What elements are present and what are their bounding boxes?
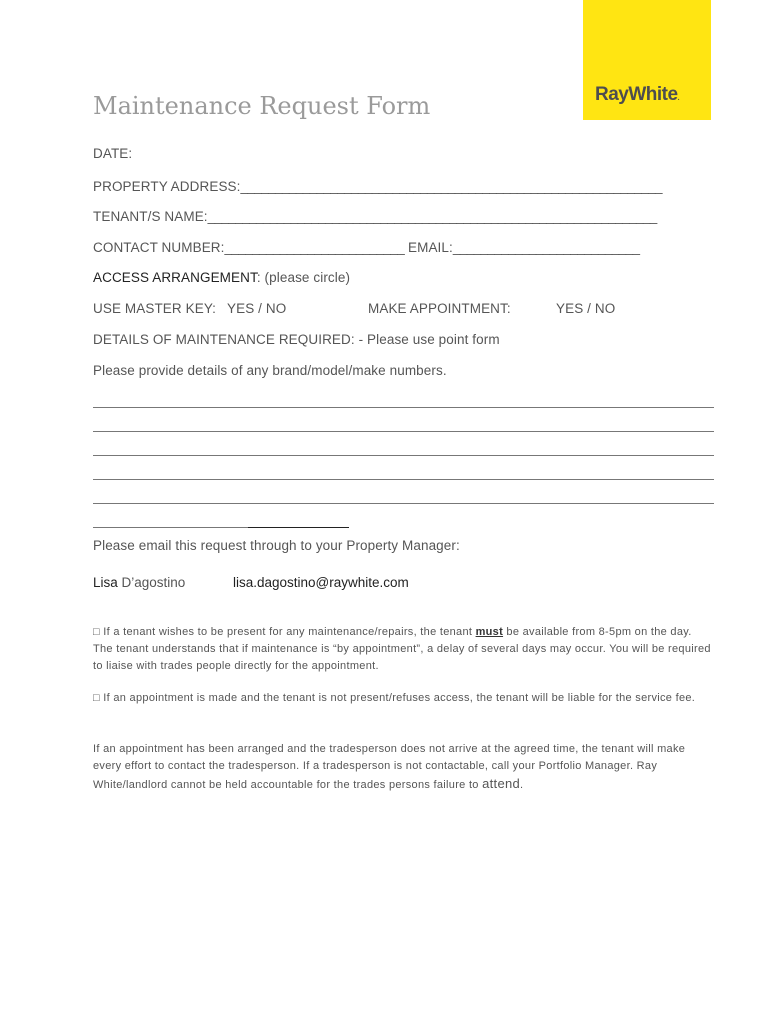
ray-white-logo xyxy=(595,84,679,106)
tenant-name-blank: _________________________________________________________________ xyxy=(207,209,657,224)
property-address-field[interactable] xyxy=(93,179,662,194)
contact-last-name: D’agostino xyxy=(117,575,186,590)
make-appointment-label: MAKE APPOINTMENT: xyxy=(368,301,511,316)
ray-white-logo-block xyxy=(583,0,711,120)
note-service-fee: □ If an appointment is made and the tenant is not present/refuses access, the tenant will be liable for the service fee. xyxy=(93,692,696,704)
access-arrangement-note: : (please circle) xyxy=(256,270,351,285)
details-write-line-1[interactable] xyxy=(93,407,714,408)
details-write-line-6-dark xyxy=(248,527,349,528)
date-field[interactable] xyxy=(93,146,132,161)
contact-number-field[interactable] xyxy=(93,240,404,255)
note-tradesperson xyxy=(93,741,713,794)
tenant-name-label: TENANT/S NAME: xyxy=(93,209,208,224)
tenant-name-field[interactable] xyxy=(93,209,657,224)
contact-name xyxy=(93,575,185,590)
email-blank: ___________________________ xyxy=(452,240,640,255)
details-heading: DETAILS OF MAINTENANCE REQUIRED: - Please use point form xyxy=(93,332,500,347)
property-address-label: PROPERTY ADDRESS: xyxy=(93,179,241,194)
logo-text: RayWhite xyxy=(595,84,678,105)
note-tenant-present xyxy=(93,624,713,675)
note-1-start: □ If a tenant wishes to be present for any maintenance/repairs, the tenant xyxy=(93,626,476,638)
email-field[interactable] xyxy=(408,240,639,255)
logo-mark: . xyxy=(677,95,680,102)
contact-email-link[interactable]: lisa.dagostino@raywhite.com xyxy=(233,575,409,590)
note-3-period: . xyxy=(520,779,524,791)
make-appointment-options[interactable]: YES / NO xyxy=(556,301,616,316)
note-3-start: If an appointment has been arranged and the tradesperson does not arrive at the agreed time, the tenant will make every effort to contact the tradesperson. If a tradesperson is not contactable, call your Portfolio Manager. Ray White/landlord cannot be held accountable for the trades persons failure to xyxy=(93,743,686,791)
note-1-must: must xyxy=(475,626,504,638)
email-label: EMAIL: xyxy=(408,240,453,255)
details-write-line-3[interactable] xyxy=(93,455,714,456)
contact-email-row xyxy=(93,240,639,255)
note-1-end: be available from 8-5pm on the day. The tenant understands that if maintenance is “by appointment”, a delay of several days may occur. You will be required to liaise with trades people directly for the appointment. xyxy=(93,626,711,672)
details-write-line-2[interactable] xyxy=(93,431,714,432)
master-key-label: USE MASTER KEY: xyxy=(93,301,217,316)
contact-number-blank: __________________________ xyxy=(224,240,405,255)
page-title: Maintenance Request Form xyxy=(93,92,431,120)
access-arrangement-label: ACCESS ARRANGEMENT xyxy=(93,270,257,285)
note-3-attend: attend xyxy=(482,776,521,791)
details-write-line-4[interactable] xyxy=(93,479,714,480)
date-label: DATE: xyxy=(93,146,133,161)
contact-number-label: CONTACT NUMBER: xyxy=(93,240,225,255)
master-key-row xyxy=(93,301,216,316)
details-note: Please provide details of any brand/model/make numbers. xyxy=(93,363,447,378)
email-request-text: Please email this request through to your Property Manager: xyxy=(93,538,460,553)
contact-first-name: Lisa xyxy=(93,575,118,590)
master-key-options[interactable]: YES / NO xyxy=(227,301,287,316)
details-write-line-5[interactable] xyxy=(93,503,714,504)
property-address-blank: _____________________________________________________________ xyxy=(240,179,662,194)
access-arrangement-heading xyxy=(93,270,350,285)
